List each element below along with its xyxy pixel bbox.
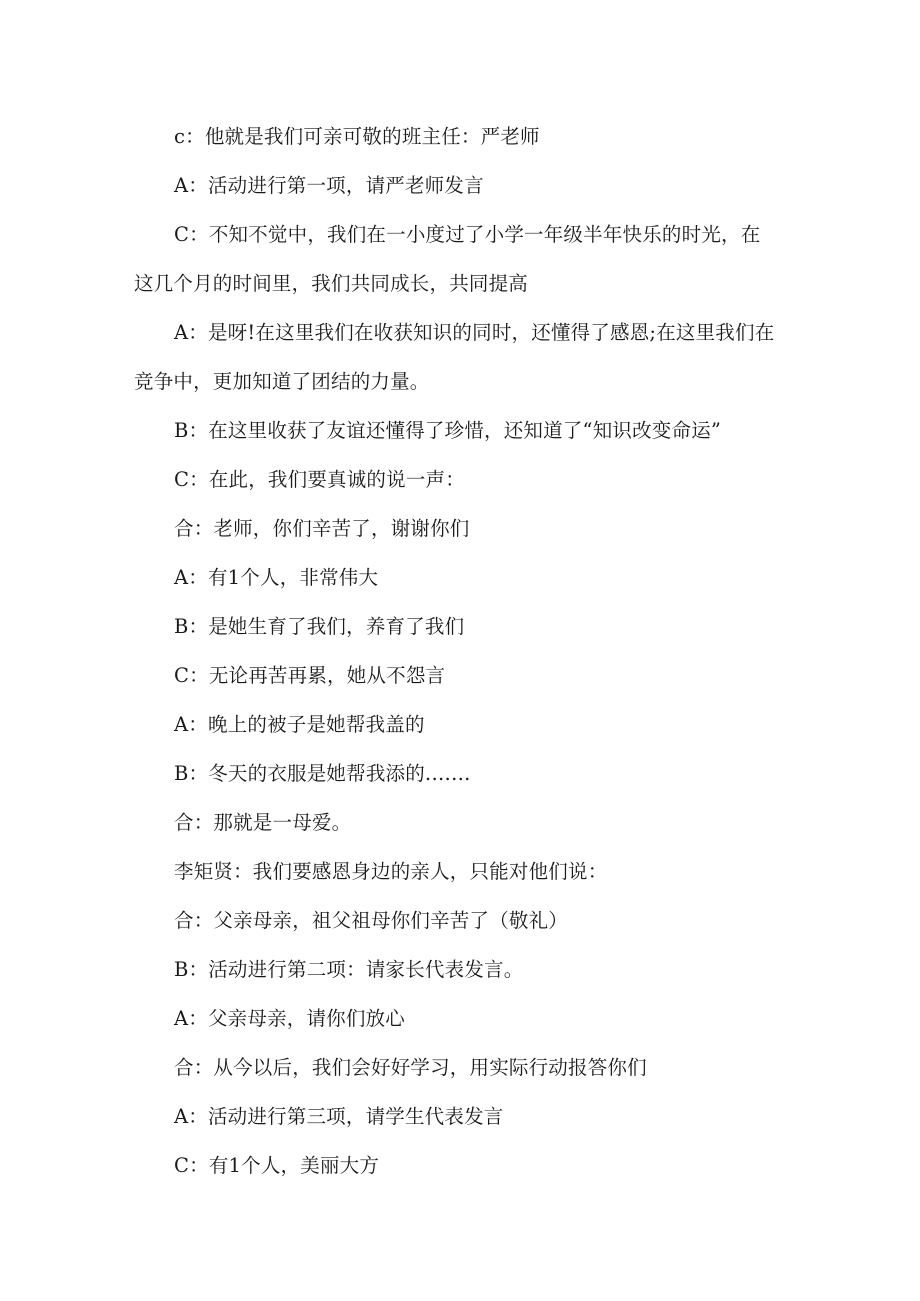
paragraph: C：在此，我们要真诚的说一声： bbox=[174, 468, 465, 491]
paragraph: A：活动进行第三项，请学生代表发言 bbox=[174, 1105, 504, 1128]
paragraph: A：有1个人，非常伟大 bbox=[174, 566, 379, 589]
paragraph: 合：从今以后，我们会好好学习，用实际行动报答你们 bbox=[174, 1056, 647, 1079]
paragraph: 李矩贤：我们要感恩身边的亲人，只能对他们说： bbox=[174, 860, 608, 883]
paragraph: A：晚上的被子是她帮我盖的 bbox=[174, 713, 425, 736]
paragraph: A：活动进行第一项，请严老师发言 bbox=[174, 174, 484, 197]
paragraph: c：他就是我们可亲可敬的班主任：严老师 bbox=[174, 125, 540, 148]
paragraph: B：是她生育了我们，养育了我们 bbox=[174, 615, 465, 638]
paragraph: 合：老师，你们辛苦了，谢谢你们 bbox=[174, 517, 470, 540]
paragraph: C：无论再苦再累，她从不怨言 bbox=[174, 664, 446, 687]
paragraph: B：活动进行第二项：请家长代表发言。 bbox=[174, 958, 524, 981]
paragraph: C：不知不觉中，我们在一小度过了小学一年级半年快乐的时光，在这几个月的时间里，我们共同成长，共同提高 bbox=[134, 223, 761, 295]
paragraph: 合：父亲母亲，祖父祖母你们辛苦了（敬礼） bbox=[174, 909, 569, 932]
document-body bbox=[134, 112, 779, 1190]
paragraph: C：有1个人，美丽大方 bbox=[174, 1154, 380, 1177]
paragraph: A：父亲母亲，请你们放心 bbox=[174, 1007, 405, 1030]
paragraph: B：在这里收获了友谊还懂得了珍惜，还知道了“知识改变命运” bbox=[174, 419, 722, 442]
paragraph: A：是呀!在这里我们在收获知识的同时，还懂得了感恩;在这里我们在竞争中，更加知道了团结的力量。 bbox=[134, 321, 775, 393]
paragraph: 合：那就是一母爱。 bbox=[174, 811, 352, 834]
paragraph: B：冬天的衣服是她帮我添的.…… bbox=[174, 762, 471, 785]
